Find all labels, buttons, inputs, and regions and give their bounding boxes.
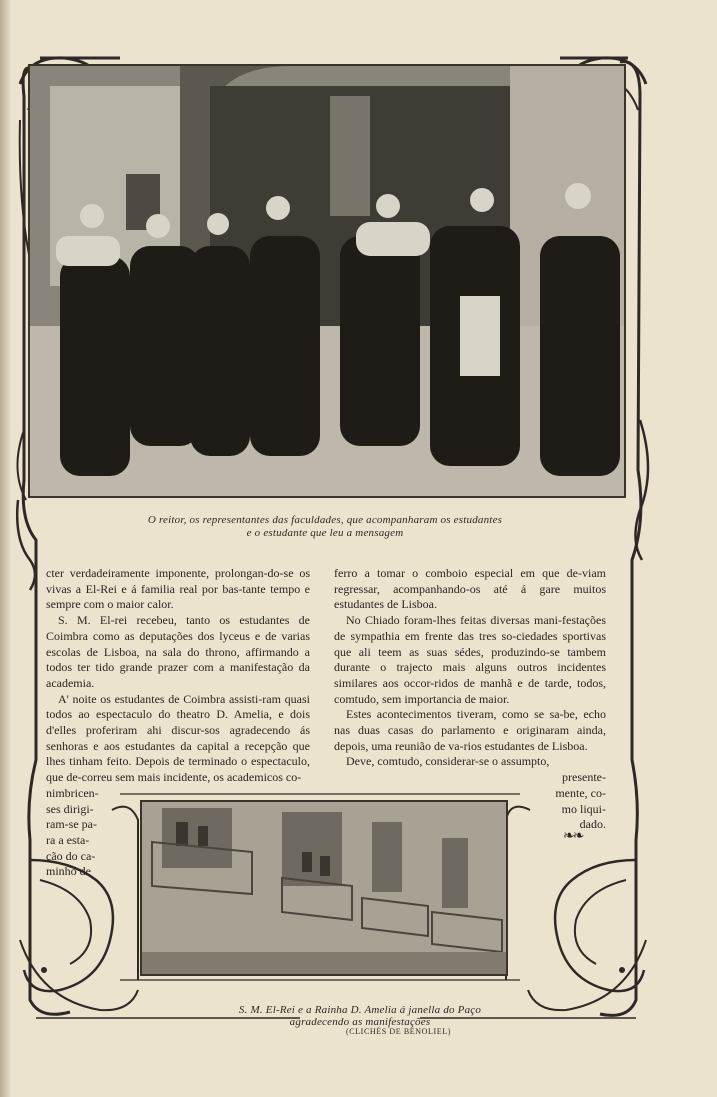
right-paragraph: Deve, comtudo, considerar-se o assumpto,: [346, 754, 550, 769]
photo2-caption-line2: agradecendo as manifestações: [289, 1016, 431, 1028]
right-paragraph: No Chiado foram-lhes feitas diversas mani-festações de sympathia em frente das tres so-ciedades sportivas que ali teem as suas sédes, produzindo-se tambem durante o trajecto mais alguns outros incidentes similares aos occor-ridos de manhã e de tarde, todos, comtudo, sem importancia de maior.: [334, 613, 606, 706]
narrow-line: nimbricen-: [46, 785, 99, 800]
right-paragraph: Estes acontecimentos tiveram, como se sa-be, echo nas duas casas do parlamento e originaram ainda, depois, uma reunião de va-rios estudantes de Lisboa.: [334, 707, 606, 753]
narrow-line: dado.: [579, 817, 606, 832]
page-edge: [0, 0, 10, 1097]
photo1-caption-line1: O reitor, os representantes das faculdades, que acompanharam os estudantes: [147, 514, 503, 526]
narrow-line: ra a esta-: [46, 832, 90, 847]
balcony-photo-illustration: [142, 802, 506, 974]
narrow-line: ção do ca-: [46, 848, 96, 863]
photo-credit: (CLICHÉS DE BENOLIEL): [346, 1027, 452, 1036]
narrow-line: ses dirigi-: [46, 801, 94, 816]
article-right-column: [334, 566, 606, 833]
narrow-line: minho de: [46, 864, 91, 879]
left-paragraph: cter verdadeiramente imponente, prolongan-do-se os vivas a El-Rei e á familia real por bas-tante tempo e sempre com o maior calor.: [46, 566, 310, 612]
fleuron-ornament: ❧❧: [563, 829, 583, 844]
photo-royal-balcony: [140, 800, 508, 976]
left-narrow-text: [46, 786, 106, 880]
narrow-line: mo liqui-: [561, 801, 606, 816]
photo1-caption-line2: e o estudante que leu a mensagem: [246, 527, 404, 539]
photo2-caption-line1: S. M. El-Rei e a Rainha D. Amelia á janella do Paço: [238, 1004, 482, 1016]
photo1-caption: [60, 514, 590, 540]
narrow-line: mente, co-: [555, 785, 606, 800]
photo-group-portrait: [28, 64, 626, 498]
group-photo-illustration: [30, 66, 624, 496]
left-paragraph: A' noite os estudantes de Coimbra assisti-ram quasi todos ao espectaculo do theatro D. Amelia, e dois d'elles proferiram ahi discur-sos agradecendo ás senhoras e aos estudantes da capital a recepção que lhes tinham feito. Depois de terminado o espectaculo, que de-correu sem mais incidente, os academicos co-: [46, 691, 310, 785]
narrow-line: presente-: [562, 770, 606, 785]
right-paragraph: ferro a tomar o comboio especial em que de-viam regressar, acompanhando-os até á gare muitos estudantes de Lisboa.: [334, 566, 606, 612]
narrow-line: ram-se pa-: [46, 817, 97, 832]
left-paragraph: S. M. El-rei recebeu, tanto os estudantes de Coimbra como as deputações dos lyceus e de varias escolas de Lisboa, na sala do throno, affirmando a todos ter tido grande prazer com a manifestação da academia.: [46, 613, 310, 690]
photo2-caption: [150, 1004, 570, 1028]
